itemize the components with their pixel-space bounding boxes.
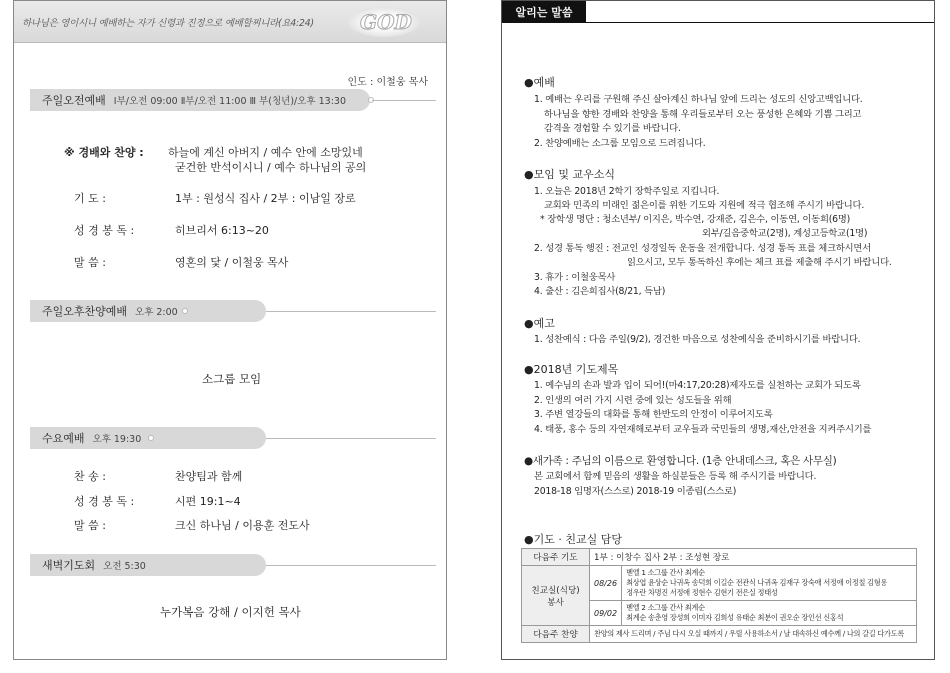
divider-line <box>266 565 436 566</box>
sermon-row <box>74 254 288 270</box>
hymn-value-1: 하늘에 계신 아버지 / 예수 안에 소망있네 <box>168 146 363 159</box>
banner-verse: 하나님은 영이시니 예배하는 자가 신령과 진정으로 예배할찌니라(요4:24) <box>22 18 314 29</box>
dawn-service-bar <box>30 554 266 576</box>
worship-title: ●예배 <box>524 76 555 89</box>
prayer-line-4: 4. 태풍, 홍수 등의 자연재해로부터 교우들과 국민들의 생명,재산,안전을 지켜주시기를 <box>534 424 872 435</box>
welcome-title: ●새가족 : 주님의 이름으로 환영합니다. (1층 안내데스크, 혹은 사무실) <box>524 455 837 467</box>
prayer-line-2: 2. 인생의 여러 가지 시련 중에 있는 성도들을 위해 <box>534 395 732 406</box>
service-time: 오후 2:00 <box>135 307 178 318</box>
prayer-row <box>74 190 356 206</box>
service-name: 수요예배 <box>42 432 85 445</box>
news-line-5: 2. 성경 통독 행진 : 전교인 성경일독 운동을 전개합니다. 성경 통독 표를 체크하시면서 <box>534 243 871 254</box>
news-line-1: 1. 오늘은 2018년 2학기 장학주일로 지킵니다. <box>534 186 720 197</box>
next-praise-label: 다음주 찬양 <box>522 626 590 643</box>
sermon-label: 말 씀 : <box>74 256 106 269</box>
table-row <box>522 626 917 643</box>
morning-service-bar <box>30 89 370 111</box>
service-time: 오전 5:30 <box>103 561 146 572</box>
praise-value: 찬양팀과 함께 <box>175 470 243 483</box>
service-leader: 인도 : 이철웅 목사 <box>347 77 428 88</box>
service-time: 오후 19:30 <box>92 434 142 445</box>
welcome-line-2: 2018-18 임명자(스스로) 2018-19 이종림(스스로) <box>534 486 737 497</box>
afternoon-service-bar <box>30 300 266 322</box>
notice-tab: 알리는 말씀 <box>502 1 586 23</box>
notice-title: ●예고 <box>524 317 555 330</box>
prayer-value: 1부 : 원성식 집사 / 2부 : 이남일 장로 <box>175 192 356 205</box>
news-line-8: 4. 출산 : 김은희집사(8/21, 득남) <box>534 286 666 297</box>
fellowship-label <box>522 566 590 626</box>
divider-line <box>372 100 436 101</box>
reading-row <box>74 222 269 238</box>
worship-line-3: 감격을 경험할 수 있기를 바랍니다. <box>544 123 681 134</box>
welcome-line-1: 본 교회에서 함께 믿음의 생활을 하실분들은 등록 해 주시기를 바랍니다. <box>534 471 817 482</box>
reading-label: 성 경 봉 독 : <box>74 495 135 508</box>
duty-date-2: 09/02 <box>590 601 622 626</box>
prayer-label: 기 도 : <box>74 192 106 205</box>
next-prayer-label: 다음주 기도 <box>522 549 590 566</box>
worship-line-2: 하나님을 향한 경배와 찬양을 통해 우리들로부터 오는 풍성한 은혜와 기쁨 그리고 <box>544 109 862 120</box>
duty-title: ●기도 · 친교실 담당 <box>524 533 622 546</box>
notice-line-1: 1. 성찬예식 : 다음 주일(9/2), 경건한 마음으로 성찬예식을 준비하시기를 바랍니다. <box>534 334 861 345</box>
hymn-label: ※ 경배와 찬양 : <box>64 146 144 159</box>
divider-line <box>266 311 436 312</box>
duty-2-line-1: 벧엘 2 소그룹 간사 최계순 <box>626 603 705 612</box>
fellowship-label-2: 봉사 <box>547 597 564 608</box>
bar-dot <box>148 435 154 441</box>
god-logo <box>348 7 420 37</box>
news-line-7: 3. 휴가 : 이철웅목사 <box>534 272 616 283</box>
duty-table <box>521 548 917 643</box>
dawn-content: 누가복음 강해 / 이지헌 목사 <box>160 605 301 619</box>
service-name: 주일오후찬양예배 <box>42 305 128 318</box>
news-line-3: * 장학생 명단 : 청소년부/ 이지은, 박수연, 강재준, 김은수, 이동연, 이동희(6명) <box>540 214 851 225</box>
header-banner <box>14 1 446 43</box>
afternoon-content: 소그룹 모임 <box>202 372 262 386</box>
reading-value: 시편 19:1~4 <box>175 495 241 508</box>
sermon-value: 크신 하나님 / 이용훈 전도사 <box>175 519 310 532</box>
wednesday-service-bar <box>30 427 266 449</box>
wed-reading-row <box>74 493 241 509</box>
right-page <box>501 0 935 660</box>
news-line-2: 교회와 민족의 미래인 젊은이를 위한 기도와 지원에 적극 협조해 주시기 바랍니다. <box>544 200 865 211</box>
duty-1-line-2: 최상엽 윤상순 나귀옥 송덕희 이길순 전관식 나귀옥 김재구 장숙애 서정애 이정칠 김형용 <box>626 578 888 587</box>
fellowship-label-1: 친교실(식당) <box>531 585 580 596</box>
news-line-6: 읽으시고, 모두 통독하신 후에는 체크 표를 제출해 주시기 바랍니다. <box>627 257 892 268</box>
praise-label: 찬 송 : <box>74 470 106 483</box>
reading-label: 성 경 봉 독 : <box>74 224 135 237</box>
prayer-title: ●2018년 기도제목 <box>524 363 619 376</box>
prayer-line-1: 1. 예수님의 손과 발과 입이 되어!(마4:17,20:28)제자도를 실천하는 교회가 되도록 <box>534 380 861 391</box>
worship-line-4: 2. 찬양예배는 소그룹 모임으로 드려집니다. <box>534 138 706 149</box>
duty-names-2 <box>622 601 917 626</box>
hymn-row <box>64 144 363 160</box>
duty-names-1 <box>622 566 917 601</box>
duty-1-line-3: 정우란 차명진 서정애 정현수 김현기 전은실 정태성 <box>626 588 778 597</box>
worship-line-1: 1. 예배는 우리를 구원해 주신 살아계신 하나님 앞에 드리는 성도의 신앙고백입니다. <box>534 94 863 105</box>
bar-dot <box>182 308 188 314</box>
left-page <box>13 0 447 660</box>
next-prayer-value: 1부 : 이창수 집사 2부 : 조성현 장로 <box>590 549 917 566</box>
service-time: Ⅰ부/오전 09:00 Ⅱ부/오전 11:00 Ⅲ 부(청년)/오후 13:30 <box>113 96 347 107</box>
duty-1-line-1: 벧엘 1 소그룹 간사 최계순 <box>626 568 705 577</box>
news-title: ●모임 및 교우소식 <box>524 168 615 181</box>
next-praise-value: 찬양의 제사 드리며 / 주님 다시 오실 때까지 / 우릴 사용하소서 / 날 대속하신 예수께 / 나의 갈길 다가도록 <box>590 626 917 643</box>
sermon-value: 영혼의 닻 / 이철웅 목사 <box>175 256 289 269</box>
wed-sermon-row <box>74 517 310 533</box>
table-row <box>522 549 917 566</box>
news-line-4: 외부/길음중학교(2명), 계성고등학교(1명) <box>702 228 868 239</box>
table-row <box>522 566 917 601</box>
duty-date-1: 08/26 <box>590 566 622 601</box>
tab-underline <box>586 22 935 23</box>
praise-row <box>74 468 242 484</box>
hymn-value-2: 굳건한 반석이시니 / 예수 하나님의 공의 <box>175 161 367 174</box>
reading-value: 히브리서 6:13~20 <box>175 224 269 237</box>
hymn-row-2 <box>175 159 366 175</box>
duty-2-line-2: 최계순 송춘영 장성희 이미자 김희성 유태순 최분이 권오순 장인선 신홍석 <box>626 613 844 622</box>
god-logo-text: GOD <box>360 10 412 34</box>
prayer-line-3: 3. 주변 열강들의 대화를 통해 한반도의 안정이 이루어지도록 <box>534 409 773 420</box>
service-name: 새벽기도회 <box>42 559 96 572</box>
sermon-label: 말 씀 : <box>74 519 106 532</box>
divider-line <box>266 438 436 439</box>
service-name: 주일오전예배 <box>42 94 106 107</box>
